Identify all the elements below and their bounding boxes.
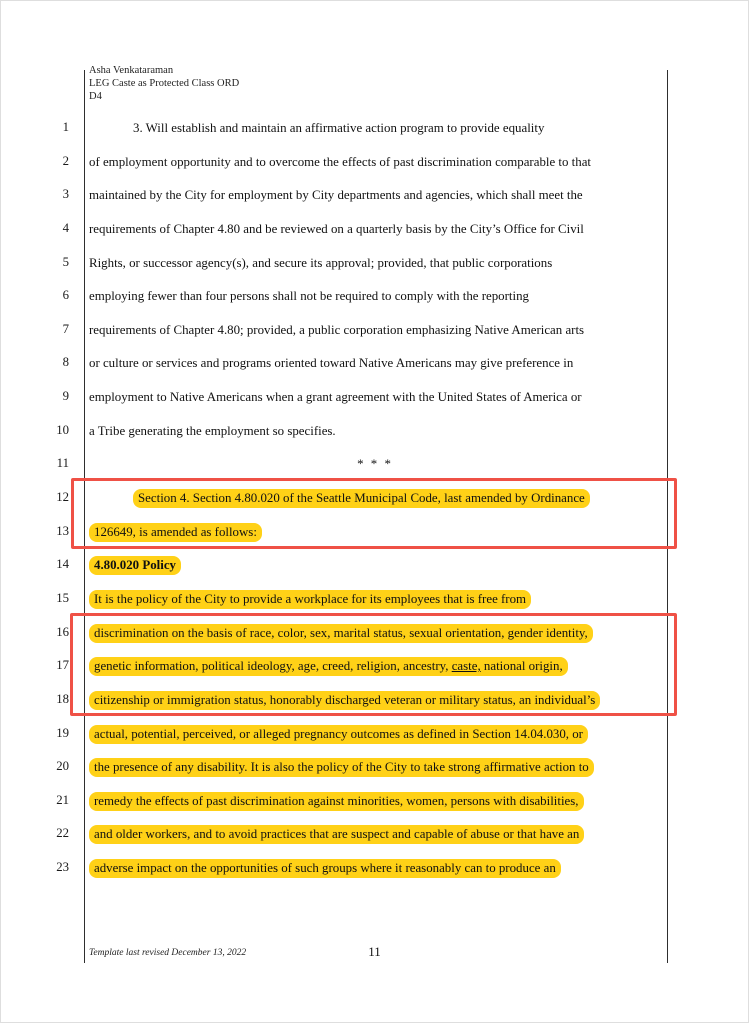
line-number: 2 [62,153,69,168]
line-number: 9 [62,389,69,404]
line-text [89,588,661,611]
highlight-span [89,556,181,575]
text-segment: 3. Will establish and maintain an affirmative action program to provide equality [133,121,545,135]
text-segment: 126649, is amended as follows: [94,524,257,539]
footer-page-number: 11 [368,944,381,959]
document-line [0,184,749,218]
line-text [89,453,661,476]
text-segment: It is the policy of the City to provide a workplace for its employees that is free from [94,591,527,606]
highlight-span [89,725,588,744]
line-number: 19 [56,725,69,740]
line-text [89,723,661,746]
line-text [89,319,661,342]
highlight-span [89,758,594,777]
line-number: 5 [62,254,69,269]
text-segment: adverse impact on the opportunities of such groups where it reasonably can to produce an [94,861,556,876]
footer-template-note: Template last revised December 13, 2022 [89,948,247,958]
header-author: Asha Venkataraman [89,65,174,76]
line-text [89,285,661,308]
text-segment: Section 4. Section 4.80.020 of the Seattle Municipal Code, last amended by Ordinance [138,491,585,506]
line-text [89,252,661,275]
text-segment: actual, potential, perceived, or alleged pregnancy outcomes as defined in Section 14.04.030, or [94,726,583,741]
line-text [89,420,661,443]
line-text [89,823,661,846]
text-segment: discrimination on the basis of race, color, sex, marital status, sexual orientation, gender identity, [94,625,588,640]
text-segment: employment to Native Americans when a grant agreement with the United States of America or [89,390,582,405]
line-text [89,790,661,813]
text-segment: national origin, [480,659,563,674]
document-header [89,64,239,103]
line-number: 1 [62,120,69,134]
document-line [0,285,749,319]
line-text [89,386,661,409]
line-number: 3 [62,187,69,202]
document-line [0,117,749,151]
line-text [89,151,661,174]
line-text [89,554,661,577]
document-line [0,151,749,185]
line-number: 10 [56,422,69,437]
line-text [89,218,661,241]
document-line [0,218,749,252]
text-segment: of employment opportunity and to overcome the effects of past discrimination comparable to that [89,154,591,169]
header-version: D4 [89,91,102,102]
highlight-span [89,792,584,811]
line-number: 6 [62,288,69,303]
underlined-inserted-text: caste, [451,659,481,674]
document-line [0,756,749,790]
text-segment: requirements of Chapter 4.80; provided, a public corporation emphasizing Native American arts [89,322,585,337]
document-line [0,790,749,824]
line-text [89,857,661,880]
line-number: 23 [56,860,69,875]
line-number: 14 [56,557,69,572]
line-number: 20 [56,759,69,774]
highlight-span [89,859,561,878]
document-line [0,352,749,386]
line-number: 8 [62,355,69,370]
text-segment: remedy the effects of past discrimination against minorities, women, persons with disabilities, [94,793,579,808]
line-number: 7 [62,321,69,336]
document-line [0,319,749,353]
line-number: 11 [56,456,69,471]
text-segment: maintained by the City for employment by City departments and agencies, which shall meet the [89,188,583,203]
line-number: 16 [56,624,69,639]
text-segment: * * * [357,457,393,472]
line-text [89,117,661,140]
text-segment: or culture or services and programs oriented toward Native Americans may give preference in [89,356,574,371]
red-annotation-box-1 [71,478,677,549]
highlight-span [89,590,531,609]
document-line [0,252,749,286]
document-line [0,554,749,588]
text-segment: citizenship or immigration status, honorably discharged veteran or military status, an individual’s [94,692,596,707]
highlight-span [89,825,584,844]
line-number: 13 [56,523,69,538]
line-number: 17 [56,658,69,673]
text-segment: requirements of Chapter 4.80 and be reviewed on a quarterly basis by the City’s Office for Civil [89,221,584,236]
line-number: 4 [62,220,69,235]
document-line [0,723,749,757]
document-line [0,420,749,454]
red-annotation-box-2 [70,613,677,716]
header-title: LEG Caste as Protected Class ORD [89,78,240,89]
line-number: 18 [56,691,69,706]
document-line [0,857,749,891]
text-segment: a Tribe generating the employment so specifies. [89,423,336,438]
document-line [0,823,749,857]
line-text [89,352,661,375]
text-segment: and older workers, and to avoid practices that are suspect and capable of abuse or that have an [94,827,580,842]
document-line [0,386,749,420]
line-number: 12 [56,490,69,505]
text-segment: Rights, or successor agency(s), and secure its approval; provided, that public corporations [89,255,553,270]
text-segment: employing fewer than four persons shall not be required to comply with the reporting [89,289,529,304]
line-number: 21 [56,792,69,807]
text-segment: genetic information, political ideology, age, creed, religion, ancestry, [94,659,452,674]
line-text [89,184,661,207]
text-segment: 4.80.020 Policy [94,558,176,573]
line-number: 22 [56,826,69,841]
text-segment: the presence of any disability. It is also the policy of the City to take strong affirmative action to [94,760,589,775]
line-number: 15 [56,590,69,605]
line-text [89,756,661,779]
